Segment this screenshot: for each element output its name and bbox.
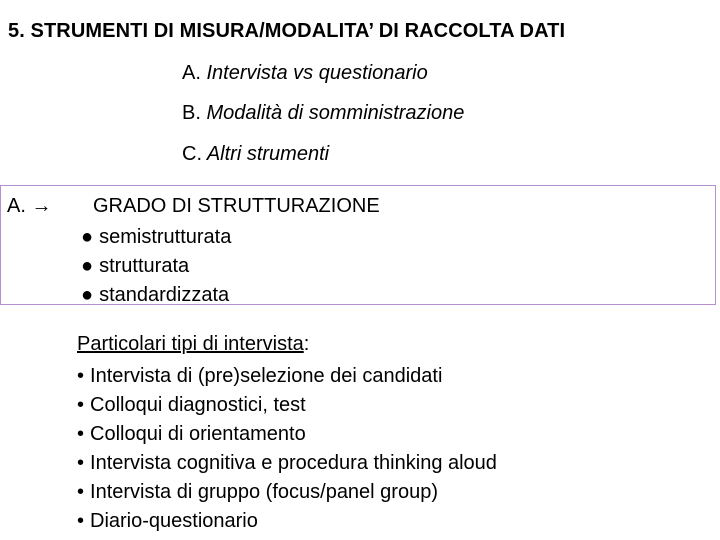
tipi-heading-colon: : xyxy=(303,333,310,355)
subsection-text: Modalità di somministrazione xyxy=(206,102,465,124)
list-item xyxy=(77,478,497,507)
list-item xyxy=(77,362,497,391)
bullet-icon: ● xyxy=(81,284,94,306)
box-label: A. → xyxy=(7,195,52,217)
list-item-text: standardizzata xyxy=(99,284,230,306)
subsection-letter: C. xyxy=(182,143,202,165)
bullet-icon: • xyxy=(77,423,85,445)
bullet-icon: ● xyxy=(81,255,94,277)
subsection-c xyxy=(182,143,329,166)
subsection-text: Altri strumenti xyxy=(206,143,330,165)
list-item-text: Intervista cognitiva e procedura thinking aloud xyxy=(90,452,497,474)
tipi-list xyxy=(77,362,497,536)
bullet-icon: • xyxy=(77,510,85,532)
list-item xyxy=(77,449,497,478)
subsection-letter: B. xyxy=(182,102,201,124)
strutturazione-box xyxy=(0,185,716,305)
bullet-icon: ● xyxy=(81,226,94,248)
list-item-text: Colloqui di orientamento xyxy=(90,423,306,445)
list-item xyxy=(77,507,497,536)
list-item xyxy=(81,223,231,252)
box-heading: GRADO DI STRUTTURAZIONE xyxy=(93,195,380,217)
bullet-icon: • xyxy=(77,481,85,503)
list-item xyxy=(77,420,497,449)
list-item-text: semistrutturata xyxy=(99,226,232,248)
subsection-b xyxy=(182,102,464,125)
page-title: 5. STRUMENTI DI MISURA/MODALITA’ DI RACCOLTA DATI xyxy=(8,20,566,42)
bullet-icon: • xyxy=(77,452,85,474)
list-item-text: Intervista di gruppo (focus/panel group) xyxy=(90,481,438,503)
list-item-text: Diario-questionario xyxy=(90,510,258,532)
list-item xyxy=(81,252,231,281)
subsection-a xyxy=(182,62,428,85)
subsection-letter: A. xyxy=(182,62,201,84)
list-item-text: Colloqui diagnostici, test xyxy=(90,394,306,416)
bullet-icon: • xyxy=(77,394,85,416)
tipi-heading-text: Particolari tipi di intervista xyxy=(77,333,304,355)
strutturazione-list xyxy=(81,223,231,310)
bullet-icon: • xyxy=(77,365,85,387)
list-item xyxy=(77,391,497,420)
tipi-heading xyxy=(77,333,309,356)
list-item xyxy=(81,281,231,310)
list-item-text: Intervista di (pre)selezione dei candidati xyxy=(90,365,443,387)
list-item-text: strutturata xyxy=(99,255,190,277)
subsection-text: Intervista vs questionario xyxy=(206,62,428,84)
